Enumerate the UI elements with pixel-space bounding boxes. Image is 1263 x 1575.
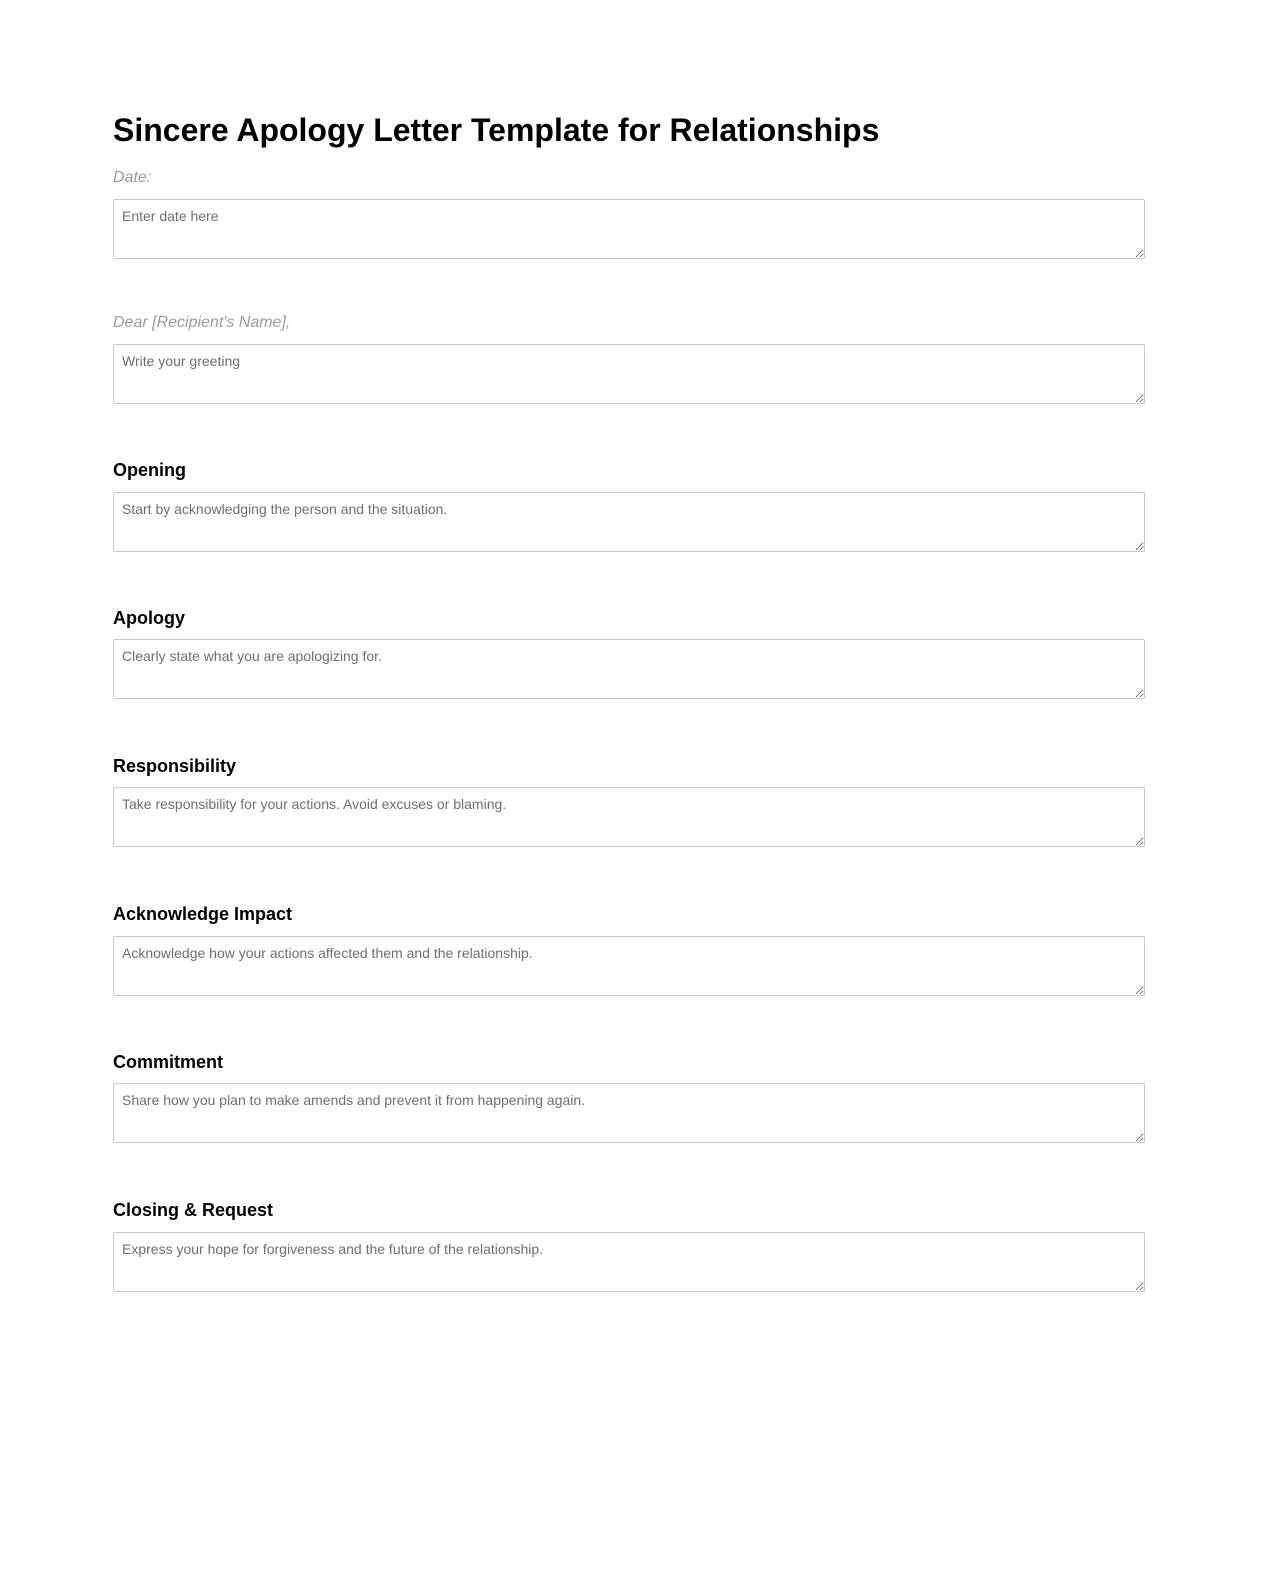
apology-label: Apology (113, 608, 185, 628)
opening-label: Opening (113, 460, 186, 480)
commitment-label: Commitment (113, 1052, 224, 1072)
greeting-label: Dear [Recipient's Name], (113, 314, 291, 331)
responsibility-input[interactable] (113, 787, 1145, 847)
closing-input[interactable] (113, 1232, 1145, 1292)
closing-field-group (113, 1199, 1145, 1292)
apology-input[interactable] (113, 639, 1145, 699)
date-input[interactable] (113, 199, 1145, 259)
commitment-field-group (113, 1051, 1145, 1143)
impact-input[interactable] (113, 936, 1145, 996)
date-label: Date: (113, 169, 152, 186)
date-field-group (113, 168, 1145, 259)
page-title: Sincere Apology Letter Template for Relationships (113, 112, 880, 148)
opening-field-group (113, 459, 1145, 552)
responsibility-field-group (113, 755, 1145, 847)
impact-field-group (113, 903, 1145, 996)
impact-label: Acknowledge Impact (113, 904, 293, 924)
opening-input[interactable] (113, 492, 1145, 552)
responsibility-label: Responsibility (113, 756, 237, 776)
greeting-input[interactable] (113, 344, 1145, 404)
closing-label: Closing & Request (113, 1200, 274, 1220)
greeting-field-group (113, 313, 1145, 404)
commitment-input[interactable] (113, 1083, 1145, 1143)
apology-field-group (113, 607, 1145, 699)
